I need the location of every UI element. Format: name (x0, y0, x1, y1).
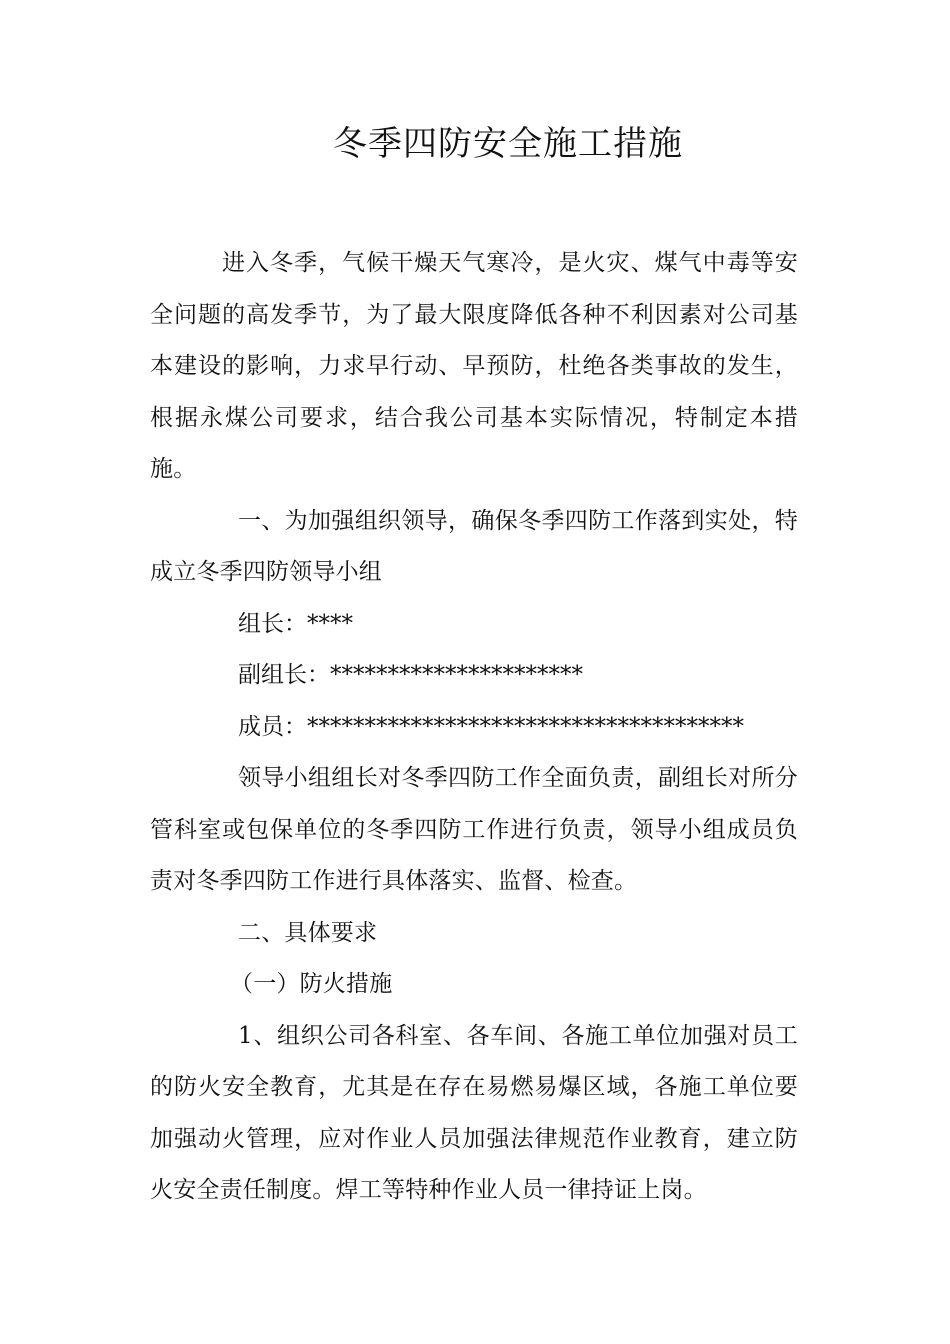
responsibility-paragraph: 领导小组组长对冬季四防工作全面负责，副组长对所分管科室或包保单位的冬季四防工作进行负责，领导小组成员负责对冬季四防工作进行具体落实、监督、检查。 (150, 765, 798, 894)
deputy-leader-line: 副组长：********************** (238, 662, 583, 688)
fire-prevention-heading: （一）防火措施 (230, 971, 393, 997)
members-line: 成员：************************************** (238, 713, 744, 740)
group-leader-line: 组长：**** (238, 610, 353, 637)
section-one-heading: 一、为加强组织领导，确保冬季四防工作落到实处，特成立冬季四防领导小组 (150, 507, 798, 585)
section-two-heading: 二、具体要求 (238, 919, 378, 946)
fire-prevention-item-1: 1、组织公司各科室、各车间、各施工单位加强对员工的防火安全教育，尤其是在存在易燃易爆区域，各施工单位要加强动火管理，应对作业人员加强法律规范作业教育，建立防火安全责任制度。焊工等特种作业人员一律持证上岗。 (150, 1022, 798, 1203)
intro-paragraph: 进入冬季，气候干燥天气寒冷，是火灾、煤气中毒等安全问题的高发季节，为了最大限度降低各种不利因素对公司基本建设的影响，力求早行动、早预防，杜绝各类事故的发生，根据永煤公司要求，结合我公司基本实际情况，特制定本措施。 (150, 250, 798, 482)
document-body (150, 238, 798, 1217)
document-title: 冬季四防安全施工措施 (333, 124, 683, 164)
